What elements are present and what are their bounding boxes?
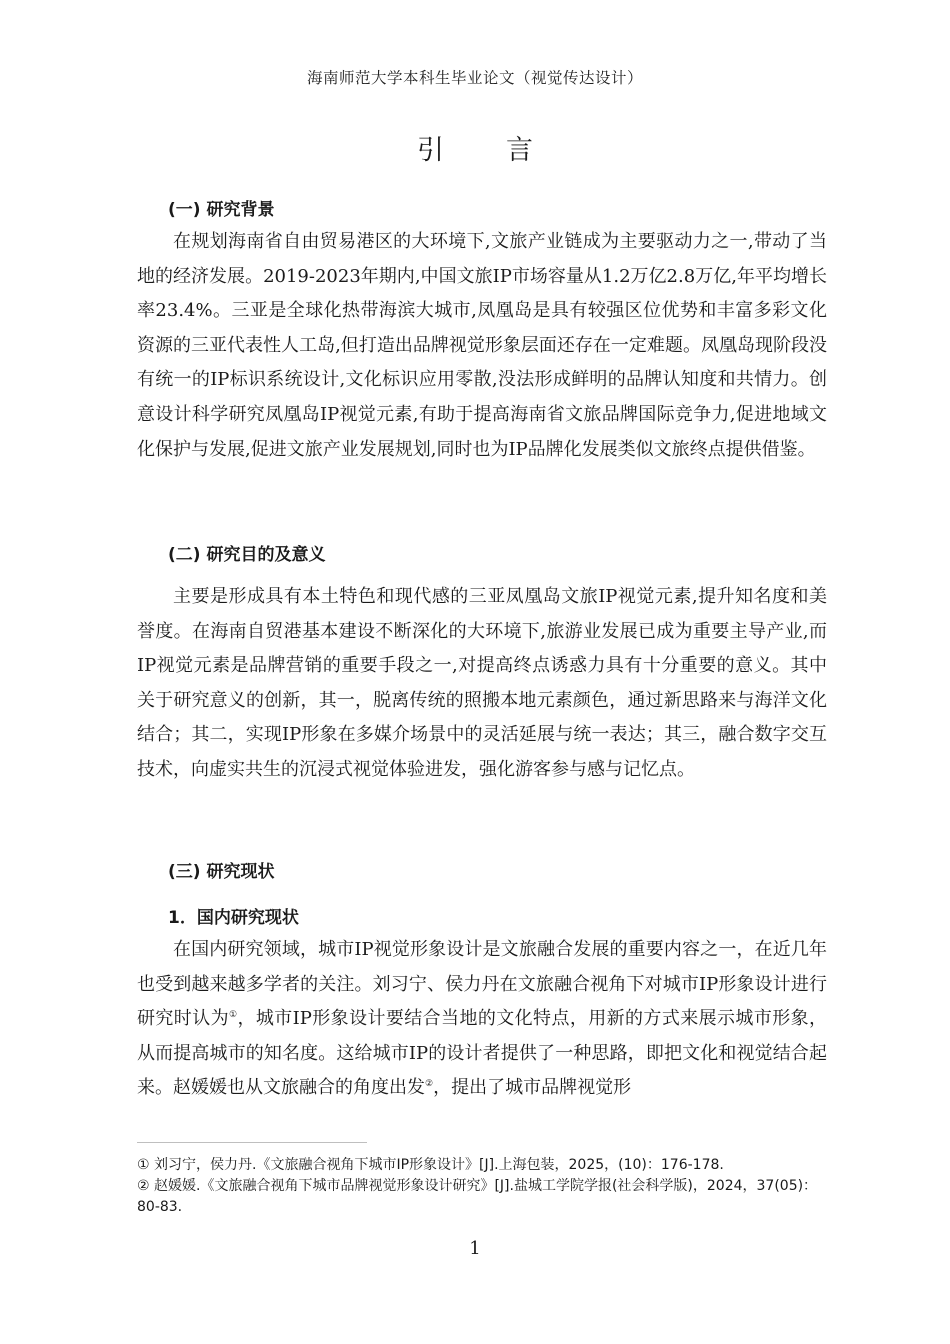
footnote-ref-1[interactable]: ①: [229, 1010, 238, 1021]
paragraph-background: 在规划海南省自由贸易港区的大环境下,文旅产业链成为主要驱动力之一,带动了当地的经济发展。2019-2023年期内,中国文旅IP市场容量从1.2万亿2.8万亿,年平均增长率23.4%。三亚是全球化热带海滨大城市,凤凰岛是具有较强区位优势和丰富多彩文化资源的三亚代表性人工岛,但打造出品牌视觉形象层面还存在一定难题。凤凰岛现阶段没有统一的IP标识系统设计,文化标识应用零散,没法形成鲜明的品牌认知度和共情力。创意设计科学研究凤凰岛IP视觉元素,有助于提高海南省文旅品牌国际竞争力,促进地域文化保护与发展,促进文旅产业发展规划,同时也为IP品牌化发展类似文旅终点提供借鉴。: [137, 231, 827, 460]
footnote-2: ② 赵媛媛.《文旅融合视角下城市品牌视觉形象设计研究》[J].盐城工学院学报(社会科学版)，2024，37(05)：80-83.: [137, 1178, 818, 1215]
paragraph-domestic: [137, 933, 827, 1106]
page-number: 1: [469, 1238, 481, 1259]
footnote-ref-2[interactable]: ②: [425, 1079, 434, 1090]
paragraph-domestic-part-1: 在国内研究领域，城市IP视觉形象设计是文旅融合发展的重要内容之一，在近几年也受到越来越多学者的关注。刘习宁、侯力丹在文旅融合视角下对城市IP形象设计进行研究时认为: [137, 939, 827, 1030]
paragraph-purpose: 主要是形成具有本土特色和现代感的三亚凤凰岛文旅IP视觉元素,提升知名度和美誉度。在海南自贸港基本建设不断深化的大环境下,旅游业发展已成为重要主导产业,而IP视觉元素是品牌营销的重要手段之一,对提高终点诱惑力具有十分重要的意义。其中关于研究意义的创新，其一，脱离传统的照搬本地元素颜色，通过新思路来与海洋文化结合；其二，实现IP形象在多媒介场景中的灵活延展与统一表达；其三，融合数字交互技术，向虚实共生的沉浸式视觉体验进发，强化游客参与感与记忆点。: [137, 586, 827, 780]
section-heading-status: (三) 研究现状: [168, 862, 275, 882]
paragraph-domestic-part-3: ，提出了城市品牌视觉形: [433, 1077, 632, 1099]
section-heading-background: (一) 研究背景: [168, 200, 275, 220]
footnotes: [137, 1155, 837, 1218]
subsection-heading-domestic: 1．国内研究现状: [168, 908, 299, 928]
section-heading-purpose: (二) 研究目的及意义: [168, 545, 326, 565]
footnote-divider: [137, 1142, 367, 1143]
running-header: 海南师范大学本科生毕业论文（视觉传达设计）: [306, 69, 643, 87]
footnote-1: ① 刘习宁，侯力丹.《文旅融合视角下城市IP形象设计》[J].上海包装，2025，(10)：176-178.: [137, 1157, 724, 1173]
page-title: 引言: [417, 135, 595, 166]
paragraph-domestic-part-2: ，城市IP形象设计要结合当地的文化特点，用新的方式来展示城市形象，从而提高城市的知名度。这给城市IP的设计者提供了一种思路，即把文化和视觉结合起来。赵媛媛也从文旅融合的角度出发: [137, 1008, 828, 1099]
